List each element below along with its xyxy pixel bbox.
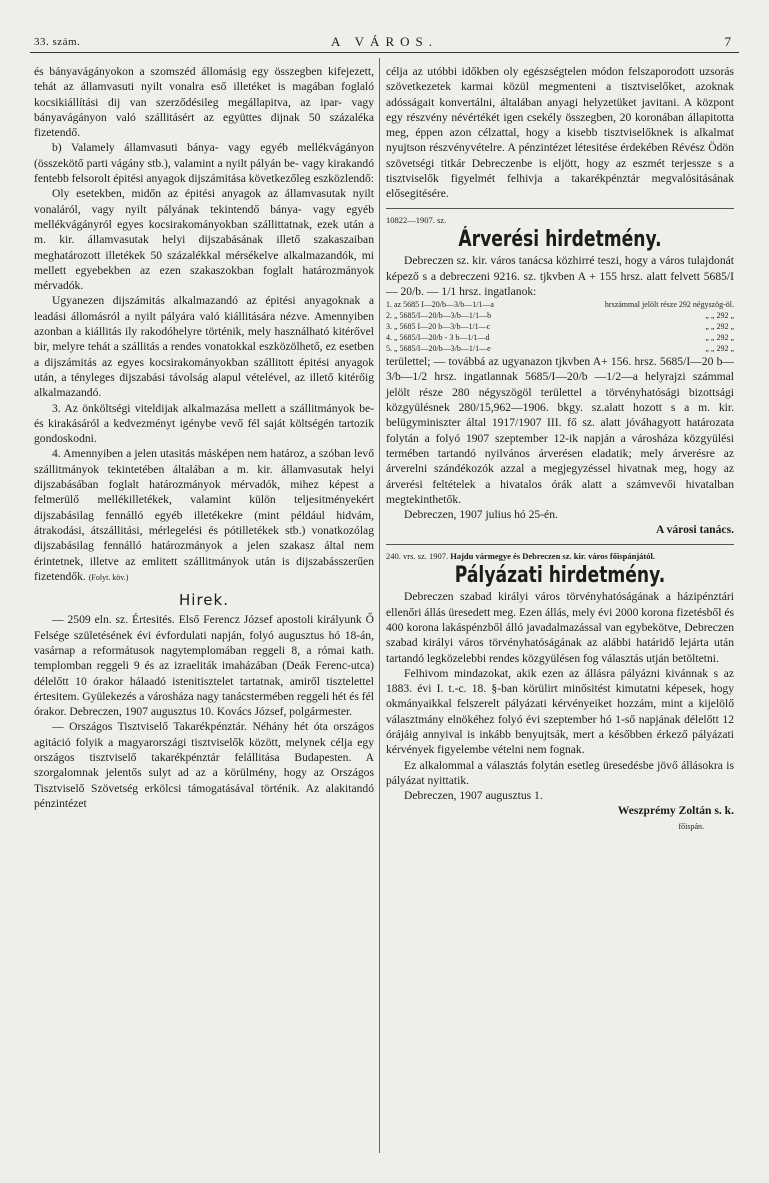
table-cell: „ „ 292 „ [705, 333, 734, 343]
table-row [386, 343, 734, 354]
signature: Weszprémy Zoltán s. k. [617, 804, 734, 818]
issue-number: 33. szám. [34, 36, 81, 48]
paragraph: Ugyanezen dijszámitás alkalmazandó az épitési anyagoknak a leadási állomásról a nyilt pályára való kiállitására nézve. Amennyiben azonban a kiállitás ily rakodóhelyre történik, mely használható kitérővel bir, melyre tehát a szállitás a rendes vonatokkal eszközölhető, ez esetben a dijszámitás az egyes kocsirakományokban szállitott épitési anyagok után, a tényleges dijszabási távolság alapul vételével, az illető kitérőig alkalmazandó. [34, 294, 374, 400]
table-cell: 3. „ 5685 I—20 b—3/b—1/1—c [386, 322, 491, 332]
left-column [34, 64, 374, 811]
auction-notice-title: Árverési hirdetmény. [458, 226, 662, 252]
application-notice-title: Pályázati hirdetmény. [454, 563, 666, 589]
signature-role: főispán. [678, 821, 704, 831]
table-cell: hrszámmal jelölt része 292 négyszög-öl. [604, 300, 734, 310]
paragraph: Ez alkalommal a választás folytán esetleg üresedésbe jövő állásokra is pályázat nyittatik. [386, 758, 734, 787]
ad-reference [386, 549, 734, 564]
table-row [386, 310, 734, 321]
table-row [386, 299, 734, 310]
section-rule [386, 544, 734, 545]
paragraph: területtel; — továbbá az ugyanazon tjkvben A+ 156. hrsz. 5685/I—20 b—3/b—1/2 hrsz. ingatlannak 5685/I—20/b —1/2—a helyrajzi számmal jelölt része 280 négyszögöl területtel a törvényhatósági bizottsági közgyülésnek 280/15,962—1906. bkgy. sz.alatt hozott s a m. kir. belügyminiszter által 1917/1907 III. fő sz. alatt jóváhagyott határozata folytán a folyó 1907 szeptember 12-ik napján a városháza közgyülési termében tartandó nyilvános árverésen eladatik; mely árverésre az árverelni szándékozók azzal a megjegyzéssel hivatnak meg, hogy az árverési feltételek a hivatalos órák alatt a számvevői hivatalban megtekinthetők. [386, 355, 734, 506]
signature: A városi tanács. [655, 523, 734, 537]
column-divider [379, 58, 380, 1153]
ref-year: 1907. [428, 550, 449, 561]
news-item: — 2509 eln. sz. Értesités. Első Ferencz József apostoli királyunk Ő Felsége születésének évi évfordulati napján, folyó augusztus hó 18-án, vasárnap a reformátusok nagytemplomában reggeli 8, a római kath. templomban reggeli 9 és az izraeliták imaházában (Deák Ferenc-utca) délelőtt 10 órakor hálaadó istenitisztelet tartatnak, amiről tisztelettel értesitem. Gyülekezés a városháza nagy tanácstermében reggeli hét és fél órakor. Debreczen, 1907 augusztus 10. Kovács József, polgármester. [34, 613, 374, 719]
parcel-table [386, 299, 734, 354]
paragraph-text: 4. Amennyiben a jelen utasitás másképen nem határoz, a szóban levő szállitmányok tekintetében általában a m. kir. államvasutak helyi dijszabásában foglalt határozmányok mérvadók, mihez képest a felmerülő mellékilletékek, valamint külön teljesitményekért dijszabásilag fennálló egyéb illetékekre (mint például hidvám, átrakodási, átszállitási, mérlegelési és pótilletékek stb.) vonatkozólag dijszabásilag fennálló határozmányok a jelen szakasz által nem érintetnek, illetve az emlitett szállitmányok után is dijszabásszerűen fizetendők. [34, 447, 374, 583]
date-line: Debreczen, 1907 augusztus 1. [404, 789, 543, 803]
page-number: 7 [724, 34, 731, 49]
date-line: Debreczen, 1907 julius hó 25-én. [404, 508, 558, 522]
table-cell: 5. „ 5685/I—20/b—3/b—1/1—e [386, 344, 491, 354]
paragraph [34, 446, 374, 585]
table-cell: 2. „ 5685/I—20/b—3/b—1/1—b [386, 311, 492, 321]
paragraph: célja az utóbbi időkben oly egészségtelen módon felszaporodott uzsorás szövetkezetek karmai közül megmenteni a tisztviselőket, azoknak adósságait konvertálni, általában anyagi helyzetüket javitani. A központ egy részvény névértékét igen csekély összegben, 20 koronában állapitotta meg, éppen azon célzattal, hogy a kisebb tisztviselőknek is alkalmat nyujtson részvényvételre. A pénzintézet létesitése érdekében Révész Ödön szövetségi titkár Debreczenbe is eljött, hogy az eszmét terjessze s a tisztviselők figyelmét felhivja a takarékpénztár megvalósitásának elősegitésére. [386, 65, 734, 201]
right-column [386, 64, 734, 834]
news-item: — Országos Tisztviselő Takarékpénztár. Néhány hét óta országos agitáció folyik a magyarországi tisztviselők között, melynek célja egy országos tisztviselő takarékpénztár felállitása Budapesten. A szorgalomnak jelentős sulyt ad az a körülmény, hogy az Országos Tisztviselő Szövetség erkölcsi támogatásával történik. Az alakitandó pénzintézet [34, 720, 374, 810]
header-rule [30, 52, 739, 53]
paragraph: Oly esetekben, midőn az épitési anyagok az államvasutak nyilt vonaláról, vagy nyilt pályának tekintendő bánya- vagy egyéb mellékvágányról egyes kocsirakományokban szállittatnak, ezek után a m. kir. államvasutak helyi dijszabásának illető szakaszaiban meghatározott illetékek 50 százalékkal mérsékelve alkalmazandók, mi mellett egyebekben az ezen szakaszokban foglalt határozmányok mérvadók. [34, 187, 374, 293]
table-row [386, 332, 734, 343]
paragraph: b) Valamely államvasuti bánya- vagy egyéb mellékvágányon (összekötő parti vágány stb.), valamint a nyilt pályán be- vagy kirakandó fentebb felsorolt épitési anyagok dijszámitása következőleg eszközlendő: [34, 141, 374, 186]
continued-note: (Folyt. köv.) [88, 572, 129, 582]
issuer: Hajdu vármegye és Debreczen sz. kir. város főispánjától. [450, 550, 656, 561]
ref-number: 240. [386, 550, 401, 561]
ref-type: vrs. sz. [403, 550, 427, 561]
table-cell: „ „ 292 „ [705, 322, 734, 332]
news-heading: Hirek. [179, 591, 229, 610]
paragraph: Debreczen sz. kir. város tanácsa közhirré teszi, hogy a város tulajdonát képező s a debreczeni 9216. sz. tjkvben A + 155 hrsz. alatt felvett 5685/I — 20/b. — 1/1 hrsz. ingatlanok: [386, 254, 734, 298]
table-cell: „ „ 292 „ [705, 344, 734, 354]
page-header [30, 30, 739, 52]
table-cell: 1. az 5685 I—20/b—3/b—1/1—a [386, 300, 494, 310]
paragraph: Debreczen szabad királyi város törvényhatóságának a házipénztári ellenőri állás üresedett meg. Ezen állás, mely évi 2000 korona fizetésből és 400 korona lakáspénzből álló javadalmazással van egybekötve, Debreczen szabad királyi város törvényhatóságának az alábbi határidő lejárta után tartandó legközelebbi rendes közgyülésen fog választás utján betöltetni. [386, 590, 735, 665]
table-cell: „ „ 292 „ [705, 311, 734, 321]
newspaper-title: A VÁROS. [330, 34, 438, 49]
paragraph: 3. Az önköltségi viteldijak alkalmazása mellett a szállitmányok be- és kirakásáról a kedvezményt igénybe vevő fél saját költségén tartozik gondoskodni. [34, 401, 374, 446]
ad-reference: 10822—1907. sz. [386, 214, 447, 225]
table-row [386, 321, 734, 332]
paragraph: Felhivom mindazokat, akik ezen az állásra pályázni kivánnak s az 1883. évi I. t.-c. 18. §-ban körülirt minősitést kimutatni képesek, hogy okmányaikkal felszerelt pályázati kérvényeiket hozzám, mint a kijelölő választmány elnökéhez folyó évi szeptember hó 1-ső napjának délelőtt 12 órájáig annyival is inkább benyujtsák, mert a későbben érkező pályázati kérvények figyelembe vételni nem fognak. [386, 666, 734, 757]
paragraph: és bányavágányokon a szomszéd állomásig egy összegben kifejezett, tehát az államvasuti nyilt vonalra eső illetéket is magában foglaló kocsikiállítási dij van szerződésileg megállapitva, az ipar- vagy bányavágányon való szállitásért az együttes dijnak 50 százaléka fizetendő. [34, 65, 374, 140]
table-cell: 4. „ 5685/I—20/b - 3 b—1/1—d [386, 333, 490, 343]
section-rule [386, 208, 734, 209]
